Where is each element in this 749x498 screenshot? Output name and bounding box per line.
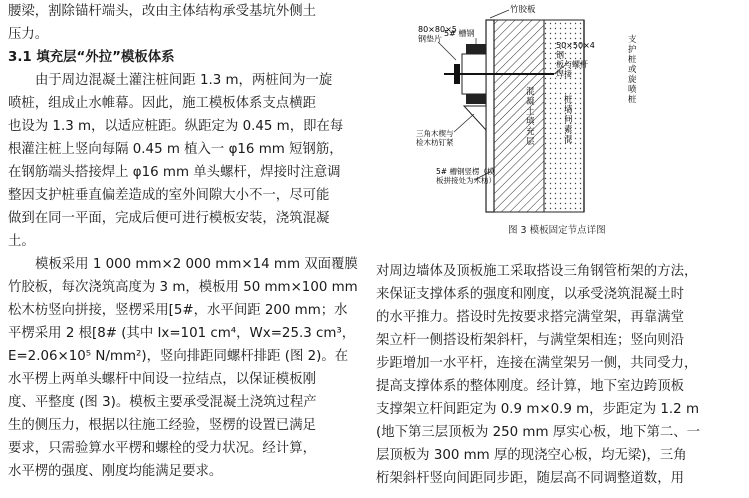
text-line: 生的侧压力，根据以往施工经验，竖楞的设置已满足 [8,418,316,433]
text-line: 平楞采用 2 根[8# (其中 Ix=101 cm⁴，Wx=25.3 cm³， [8,326,356,341]
right-text-column [376,260,742,490]
text-line: 压力。 [8,27,49,42]
label-triangle-wood: 三角木楔与检木枋钉紧 [416,129,454,147]
section-heading: 3.1 填充层“外拉”模板体系 [8,50,175,65]
text-line: 要求，只需验算水平楞和螺栓的受力状况。经计算， [8,441,316,456]
label-wall-between: 桩墙间素混 [564,95,573,145]
pad-plate [454,64,460,84]
leader-board [490,10,509,18]
text-line: 在钢筋端头搭接焊上 φ16 mm 单头螺杆，焊接时注意调 [8,165,341,180]
text-line: 来保证支撑体系的强度和刚度，以承受浇筑混凝土时 [376,287,684,302]
label-support-pile: 支护桩或旋喷桩 [628,35,637,105]
left-text-column [8,0,360,483]
leader-wedge [454,114,474,132]
text-line: 水平楞的强度、刚度均能满足要求。 [8,464,223,479]
text-line: 模板采用 1 000 mm×2 000 mm×14 mm 双面覆膜 [35,257,358,272]
figure-caption: 图 3 模板固定节点详图 [508,225,606,236]
text-line: 水平楞上两单头螺杆中间设一拉结点，以保证模板刚 [8,372,316,387]
text-line: 层顶板为 300 mm 厚的现浇空心板，均无梁)，三角 [376,448,687,463]
text-line: 支撑架立杆间距定为 0.9 m×0.9 m，步距定为 1.2 m [376,402,699,417]
triangle-wedge [464,106,486,130]
text-line: 架立杆一侧搭设桁架斜杆，与满堂架相连；竖向则沿 [376,333,684,348]
text-line: 对周边墙体及顶板施工采取搭设三角钢管桁架的方法， [376,264,698,279]
formwork-node-detail-figure [414,2,734,242]
text-line: 度、平整度 (图 3)。模板主要承受混凝土浇筑过程产 [8,395,317,410]
label-bamboo-board: 竹胶板 [510,5,536,15]
label-vertical-channel: 5# 槽钢竖楞（模板拼接处为木枋） [436,167,496,185]
label-fill-concrete: 混凝土填充层 [526,87,535,147]
text-line: 喷桩，组成止水帷幕。因此，施工模板体系支点横距 [8,96,316,111]
hatched-fill-area [494,20,544,212]
label-channel: 5# 槽钢 [444,29,475,38]
text-line: 做到在同一平面，完成后便可进行模板安装，浇筑混凝 [8,211,330,226]
text-line: 整因支护桩垂直偏差造成的室外间隙大小不一，尽可能 [8,188,330,203]
leader-pad [438,42,456,60]
text-line: 竹胶板，每次浇筑高度为 3 m，模板用 50 mm×100 mm [8,280,358,295]
text-line: 松木枋竖向拼接，竖楞采用[5#，水平间距 200 mm；水 [8,303,348,318]
text-line: 提高支撑体系的整体刚度。经计算，地下室边跨顶板 [376,379,684,394]
label-rebar: 50×50×4 钢板与螺杆焊接 [556,41,595,79]
text-line: (地下第三层顶板为 250 mm 厚实心板，地下第二、一 [376,425,701,440]
text-line: 腰梁，割除锚杆端头，改由主体结构承受基坑外侧土 [8,4,316,19]
text-line: 也设为 1.3 m，以适应桩距。纵距定为 0.45 m，即在每 [8,119,344,134]
text-line: 根灌注桩上竖向每隔 0.45 m 植入一 φ16 mm 短钢筋， [8,142,343,157]
text-line: 的水平推力。搭设时先按要求搭完满堂架，再靠满堂 [376,310,684,325]
text-line: E=2.06×10⁵ N/mm²)，竖向排距同螺杆排距 (图 2)。在 [8,349,349,364]
text-line: 桁架斜杆竖向间距同步距，随层高不同调整道数，用 [376,471,684,486]
text-line: 土。 [8,234,35,249]
text-line: 步距增加一水平杆，连接在满堂架另一侧，共同受力， [376,356,698,371]
channel-steel-bottom [466,94,486,104]
label-pad-plate: 80×80×5 钢垫片 [418,25,457,44]
text-line: 由于周边混凝土灌注桩间距 1.3 m，两桩间为一旋 [35,73,333,88]
